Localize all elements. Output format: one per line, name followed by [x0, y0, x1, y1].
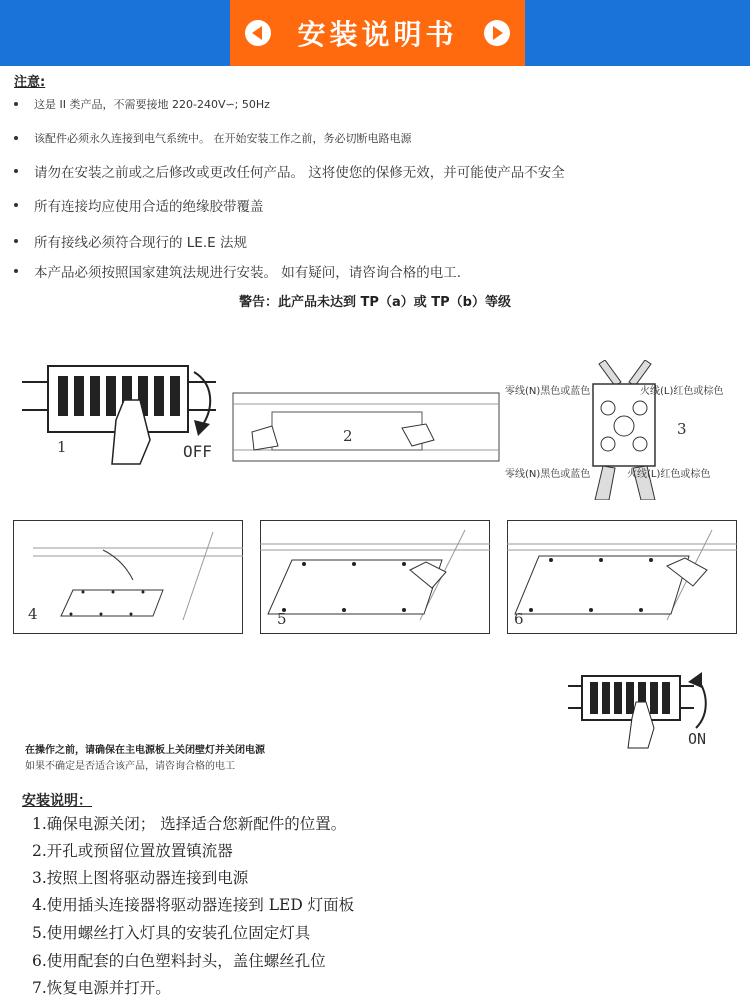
instruction-step: 6.使用配套的白色塑料封头，盖住螺丝孔位 [32, 952, 326, 970]
step-5-number: 5 [277, 610, 287, 628]
note-item: 所有连接均应使用合适的绝缘胶带覆盖 [14, 195, 264, 215]
header-banner [0, 0, 750, 66]
step-3-number: 3 [677, 420, 687, 438]
note-item: 这是 II 类产品，不需要接地 220-240V∽; 50Hz [14, 96, 270, 112]
instruction-step: 3.按照上图将驱动器连接到电源 [32, 869, 249, 887]
note-item: 所有接线必须符合现行的 LE.E 法规 [14, 231, 247, 251]
bullet-icon [14, 269, 18, 273]
neutral-wire-label-top: 零线(N)黑色或蓝色 [505, 386, 591, 397]
step-4-number: 4 [28, 605, 38, 623]
operation-note-line-1: 在操作之前，请确保在主电源板上关闭壁灯并关闭电源 [25, 745, 265, 756]
ceiling-panel-illustration [232, 392, 500, 462]
operation-note-line-2: 如果不确定是否适合该产品，请咨询合格的电工 [25, 761, 235, 772]
instruction-step: 5.使用螺丝打入灯具的安装孔位固定灯具 [32, 924, 311, 942]
step-5-illustration [260, 520, 490, 634]
live-wire-label-bottom: 火线(L)红色或棕色 [627, 469, 711, 480]
live-wire-label-top: 火线(L)红色或棕色 [640, 386, 724, 397]
instruction-step: 7.恢复电源并打开。 [32, 979, 171, 997]
bullet-icon [14, 203, 18, 207]
instructions-title: 安装说明： [22, 793, 92, 809]
step-6-illustration [507, 520, 737, 634]
neutral-wire-label-bottom: 零线(N)黑色或蓝色 [505, 469, 591, 480]
off-label: OFF [183, 442, 212, 461]
arrow-left-icon [245, 20, 271, 46]
instruction-step: 2.开孔或预留位置放置镇流器 [32, 842, 233, 860]
bullet-icon [14, 102, 18, 106]
on-label: ON [688, 730, 707, 748]
arrow-down-icon [184, 368, 224, 438]
header-left-band [0, 0, 230, 66]
note-item: 该配件必须永久连接到电气系统中。 在开始安装工作之前，务必切断电路电源 [14, 130, 412, 146]
bullet-icon [14, 136, 18, 140]
step-1-number: 1 [57, 438, 67, 456]
step-6-number: 6 [514, 610, 524, 628]
header-right-band [525, 0, 750, 66]
header-title-block [230, 0, 525, 66]
instruction-step: 4.使用插头连接器将驱动器连接到 LED 灯面板 [32, 896, 355, 914]
warning-text: 警告：此产品未达到 TP（a）或 TP（b）等级 [239, 295, 511, 310]
instruction-step: 1.确保电源关闭； 选择适合您新配件的位置。 [32, 815, 347, 833]
note-item: 请勿在安装之前或之后修改或更改任何产品。 这将使您的保修无效，并可能使产品不安全 [14, 161, 565, 181]
bullet-icon [14, 169, 18, 173]
page-title: 安装说明书 [297, 18, 458, 51]
notes-title: 注意: [14, 75, 46, 90]
note-item: 本产品必须按照国家建筑法规进行安装。 如有疑问，请咨询合格的电工. [14, 261, 461, 281]
step-4-illustration [13, 520, 243, 634]
arrow-right-icon [484, 20, 510, 46]
step-2-number: 2 [343, 427, 353, 445]
bullet-icon [14, 239, 18, 243]
